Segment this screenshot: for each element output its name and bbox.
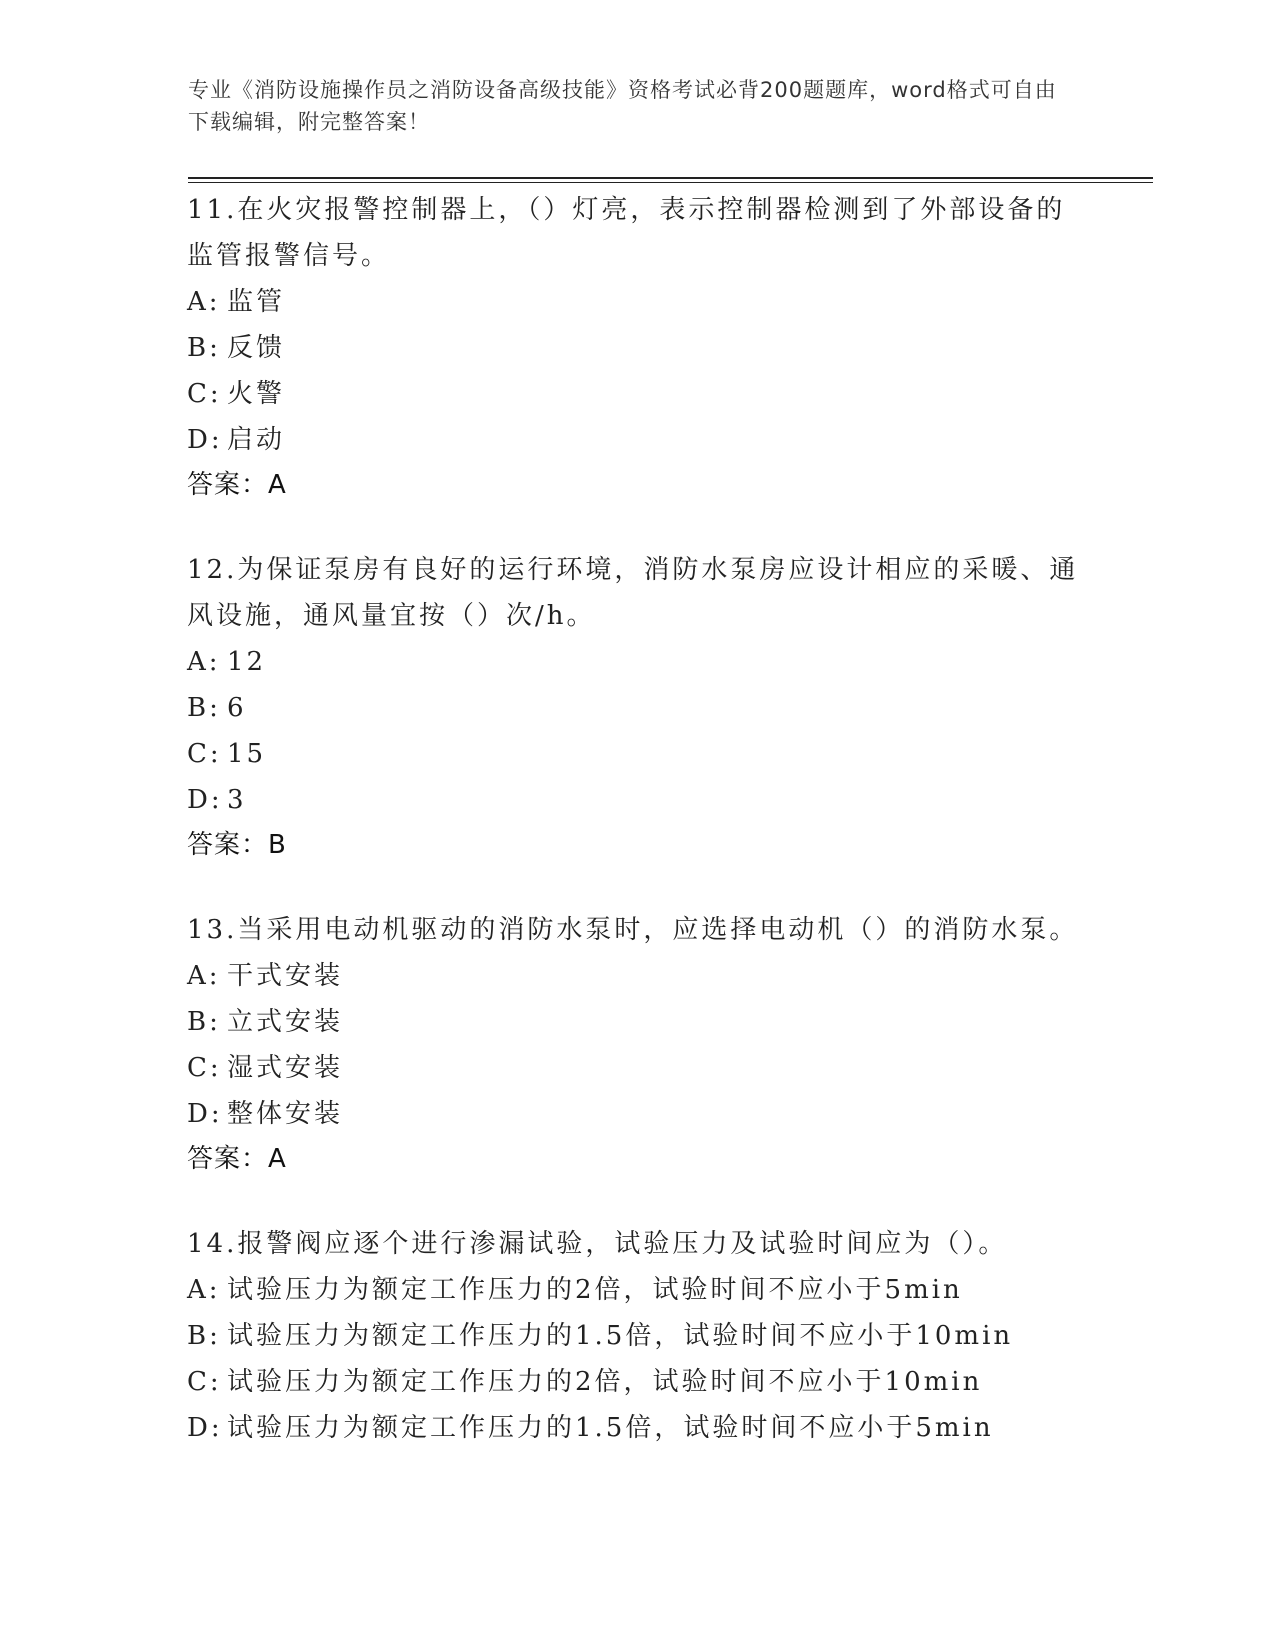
option-letter: C: <box>187 1053 222 1083</box>
option-letter: B: <box>187 333 221 363</box>
option-b <box>187 1313 1087 1359</box>
option-letter: A: <box>187 647 221 677</box>
option-letter: D: <box>187 785 223 815</box>
option-c <box>187 731 1087 777</box>
spacer <box>187 507 1087 547</box>
option-text: 干式安装 <box>227 961 344 991</box>
answer-line: 答案：A <box>187 470 287 500</box>
option-d <box>187 777 1087 823</box>
question-stem: 12.为保证泵房有良好的运行环境，消防水泵房应设计相应的采暖、通风设施，通风量宜按（）次/h。 <box>187 555 1079 631</box>
question-stem: 14.报警阀应逐个进行渗漏试验，试验压力及试验时间应为（）。 <box>187 1229 1008 1259</box>
option-text: 火警 <box>227 379 286 409</box>
option-text: 整体安装 <box>227 1099 344 1129</box>
option-c <box>187 1359 1087 1405</box>
option-text: 试验压力为额定工作压力的2倍，试验时间不应小于10min <box>227 1367 983 1397</box>
option-text: 反馈 <box>227 333 286 363</box>
option-text: 试验压力为额定工作压力的1.5倍，试验时间不应小于10min <box>227 1321 1014 1351</box>
question-stem: 13.当采用电动机驱动的消防水泵时，应选择电动机（）的消防水泵。 <box>187 915 1079 945</box>
document-header: 专业《消防设施操作员之消防设备高级技能》资格考试必背200题题库，word格式可自由下载编辑，附完整答案！ <box>188 78 1057 134</box>
option-d <box>187 417 1087 463</box>
spacer <box>187 1181 1087 1221</box>
option-letter: C: <box>187 739 222 769</box>
option-d <box>187 1091 1087 1137</box>
spacer <box>187 867 1087 907</box>
option-letter: C: <box>187 379 222 409</box>
option-letter: D: <box>187 1413 223 1443</box>
question-11 <box>187 187 1087 507</box>
option-d <box>187 1405 1087 1451</box>
option-text: 湿式安装 <box>227 1053 344 1083</box>
question-12 <box>187 547 1087 867</box>
option-a <box>187 1267 1087 1313</box>
question-14 <box>187 1221 1087 1451</box>
option-letter: B: <box>187 693 221 723</box>
option-letter: B: <box>187 1007 221 1037</box>
option-text: 15 <box>227 739 267 769</box>
option-letter: A: <box>187 287 221 317</box>
option-text: 监管 <box>227 287 286 317</box>
option-a <box>187 953 1087 999</box>
option-text: 12 <box>227 647 267 677</box>
option-text: 立式安装 <box>227 1007 344 1037</box>
option-text: 3 <box>227 785 247 815</box>
answer-line: 答案：A <box>187 1144 287 1174</box>
option-letter: B: <box>187 1321 221 1351</box>
question-list <box>187 187 1087 1451</box>
option-b <box>187 999 1087 1045</box>
option-letter: A: <box>187 961 221 991</box>
option-letter: D: <box>187 425 223 455</box>
option-text: 6 <box>227 693 247 723</box>
answer-line: 答案：B <box>187 830 287 860</box>
option-letter: A: <box>187 1275 221 1305</box>
question-13 <box>187 907 1087 1181</box>
option-letter: D: <box>187 1099 223 1129</box>
option-a <box>187 279 1087 325</box>
option-text: 试验压力为额定工作压力的1.5倍，试验时间不应小于5min <box>227 1413 994 1443</box>
option-b <box>187 685 1087 731</box>
option-c <box>187 371 1087 417</box>
option-text: 启动 <box>227 425 286 455</box>
option-c <box>187 1045 1087 1091</box>
option-text: 试验压力为额定工作压力的2倍，试验时间不应小于5min <box>227 1275 963 1305</box>
header-divider <box>188 177 1153 183</box>
option-b <box>187 325 1087 371</box>
question-stem: 11.在火灾报警控制器上，（）灯亮，表示控制器检测到了外部设备的监管报警信号。 <box>187 195 1066 271</box>
option-letter: C: <box>187 1367 222 1397</box>
option-a <box>187 639 1087 685</box>
